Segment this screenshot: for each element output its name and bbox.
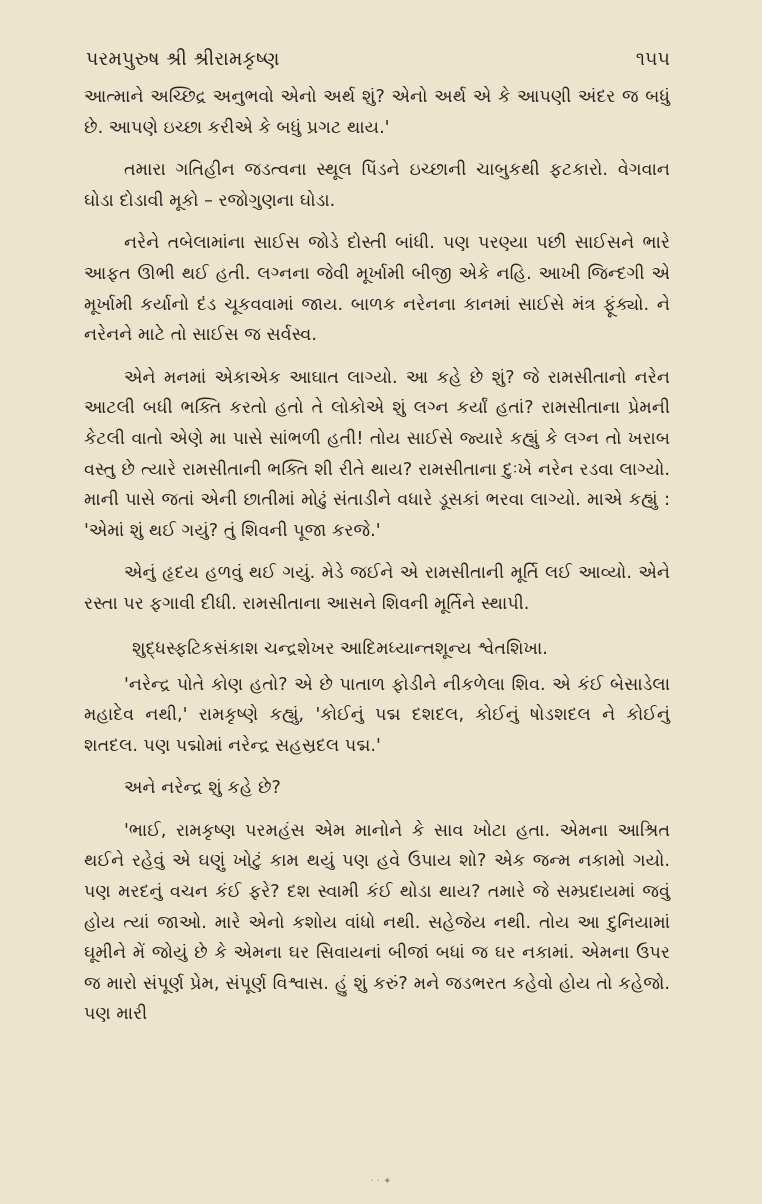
paragraph: નરેને તબેલામાંના સાઈસ જોડે દોસ્તી બાંધી. પણ પરણ્યા પછી સાઈસને ભારે આફત ઊભી થઈ હતી. લગ્નના જેવી મૂર્ખામી બીજી એકે નહિ. આખી જિન્દગી એ મૂર્ખામી કર્યાનો દંડ ચૂકવવામાં જાય. બાળક નરેનના કાનમાં સાઈસે મંત્ર ફૂંક્યો. ને નરેનને માટે તો સાઈસ જ સર્વસ્વ. [84, 233, 670, 346]
paragraph: એને મનમાં એકાએક આઘાત લાગ્યો. આ કહે છે શું? જે રામસીતાનો નરેન આટલી બધી ભક્તિ કરતો હતો તે લોકોએ શું લગ્ન કર્યાં હતાં? રામસીતાના પ્રેમની કેટલી વાતો એણે મા પાસે સાંભળી હતી! તોય સાઈસે જ્યારે કહ્યું કે લગ્ન તો ખરાબ વસ્તુ છે ત્યારે રામસીતાની ભક્તિ શી રીતે થાય? રામસીતાના દુઃખે નરેન રડવા લાગ્યો. માની પાસે જતાં એની છાતીમાં મોઢું સંતાડીને વધારે ડૂસકાં ભરવા લાગ્યો. માએ કહ્યું : 'એમાં શું થઈ ગયું? તું શિવની પૂજા કરજે.' [84, 367, 670, 541]
paragraph: આત્માને અચ્છિદ્ર અનુભવો એનો અર્થ શું? એનો અર્થ એ કે આપણી અંદર જ બધું છે. આપણે ઇચ્છા કરીએ કે બધું પ્રગટ થાય.' [84, 87, 670, 138]
page-number: ૧૫૫ [635, 48, 670, 70]
sanskrit-verse: શુદ્ધસ્ફટિકસંકાશ ચન્દ્રશેખર આદિમધ્યાન્તશૂન્ય શ્વેતશિખા. [132, 638, 548, 659]
question-line: અને નરેન્દ્ર શું કહે છે? [124, 778, 281, 799]
page-header [86, 48, 670, 82]
paragraph: તમારા ગતિહીન જડત્વના સ્થૂલ પિંડને ઇચ્છાની ચાબુકથી ફટકારો. વેગવાન ઘોડા દોડાવી મૂકો – રજોગુણના ઘોડા. [84, 160, 670, 211]
footer-ornament: · · ✦ [370, 1176, 392, 1187]
running-title: પરમપુરુષ શ્રી શ્રીરામકૃષ્ણ [86, 48, 280, 70]
paragraph: 'ભાઈ, રામકૃષ્ણ પરમહંસ એમ માનોને કે સાવ ખોટા હતા. એમના આશ્રિત થઈને રહેવું એ ઘણું ખોટું કામ થયું પણ હવે ઉપાય શો? એક જન્મ નકામો ગયો. પણ મરદનું વચન કંઈ ફરે? દશ સ્વામી કંઈ થોડા થાય? તમારે જે સમ્પ્રદાયમાં જવું હોય ત્યાં જાઓ. મારે એનો કશોય વાંધો નથી. સહેજેય નથી. તોય આ દુનિયામાં ઘૂમીને મેં જોયું છે કે એમના ઘર સિવાયનાં બીજાં બધાં જ ઘર નકામાં. એમના ઉપર જ મારો સંપૂર્ણ પ્રેમ, સંપૂર્ણ વિશ્વાસ. હું શું કરું? મને જડભરત કહેવો હોય તો કહેજો. પણ મારી [84, 820, 670, 1025]
body-text [84, 82, 670, 1030]
paragraph: 'નરેન્દ્ર પોતે કોણ હતો? એ છે પાતાળ ફોડીને નીકળેલા શિવ. એ કંઈ બેસાડેલા મહાદેવ નથી,' રામકૃષ્ણે કહ્યું, 'કોઈનું પદ્મ દશદલ, કોઈનું ષોડશદલ ને કોઈનું શતદલ. પણ પદ્મોમાં નરેન્દ્ર સહસ્રદલ પદ્મ.' [84, 674, 670, 756]
paragraph: એનું હૃદય હળવું થઈ ગયું. મેડે જઈને એ રામસીતાની મૂર્તિ લઈ આવ્યો. એને રસ્તા પર ફગાવી દીધી. રામસીતાના આસને શિવની મૂર્તિને સ્થાપી. [84, 563, 670, 614]
